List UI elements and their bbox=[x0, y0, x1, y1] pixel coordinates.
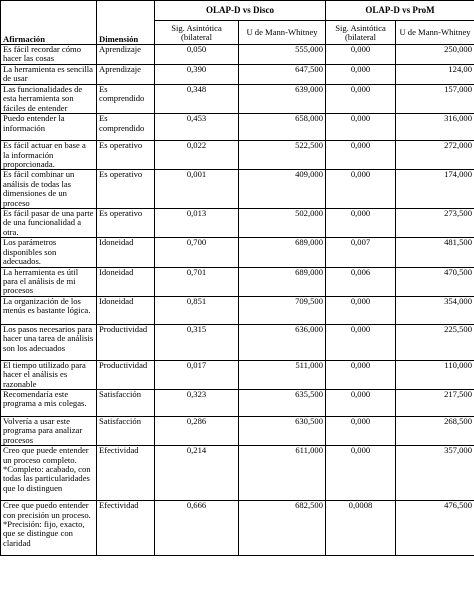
cell-sig-prom: 0,000 bbox=[326, 416, 396, 445]
header-blank-afirmacion bbox=[1, 1, 97, 21]
cell-dimension: Efectividad bbox=[97, 446, 155, 501]
cell-dimension: Aprendizaje bbox=[97, 65, 155, 85]
header-row-columns bbox=[1, 21, 474, 45]
cell-mann-whitney-prom: 157,000 bbox=[396, 85, 474, 114]
cell-afirmacion: La herramienta es útil para el análisis de mi procesos bbox=[1, 267, 97, 296]
cell-afirmacion: Es fácil combinar un análisis de todas las dimensiones de un proceso bbox=[1, 170, 97, 209]
table-row bbox=[1, 389, 474, 416]
cell-sig-disco: 0,323 bbox=[155, 389, 239, 416]
cell-dimension: Es operativo bbox=[97, 170, 155, 209]
cell-sig-prom: 0,000 bbox=[326, 296, 396, 324]
cell-sig-prom: 0,000 bbox=[326, 209, 396, 238]
cell-afirmacion: La herramienta es sencilla de usar bbox=[1, 65, 97, 85]
cell-sig-prom: 0,000 bbox=[326, 324, 396, 360]
cell-mann-whitney-disco: 502,000 bbox=[239, 209, 326, 238]
column-header-mann-whitney-prom: U de Mann-Whitney bbox=[396, 21, 474, 45]
table-row bbox=[1, 45, 474, 65]
cell-mann-whitney-disco: 658,000 bbox=[239, 114, 326, 141]
column-header-afirmacion: Afirmación bbox=[1, 21, 97, 45]
cell-dimension: Idoneidad bbox=[97, 296, 155, 324]
cell-afirmacion: Recomendaría este programa a mis colegas. bbox=[1, 389, 97, 416]
cell-sig-prom: 0,006 bbox=[326, 267, 396, 296]
cell-mann-whitney-prom: 174,000 bbox=[396, 170, 474, 209]
cell-sig-disco: 0,701 bbox=[155, 267, 239, 296]
cell-sig-prom: 0,000 bbox=[326, 389, 396, 416]
cell-afirmacion: Las funcionalidades de esta herramienta son fáciles de entender bbox=[1, 85, 97, 114]
cell-sig-prom: 0,000 bbox=[326, 45, 396, 65]
cell-dimension: Satisfacción bbox=[97, 389, 155, 416]
cell-dimension: Idoneidad bbox=[97, 238, 155, 267]
cell-afirmacion: Volvería a usar este programa para analizar procesos bbox=[1, 416, 97, 445]
column-header-sig-disco: Sig. Asintótica (bilateral bbox=[155, 21, 239, 45]
cell-dimension: Idoneidad bbox=[97, 267, 155, 296]
cell-afirmacion: Los parámetros disponibles son adecuados. bbox=[1, 238, 97, 267]
cell-sig-prom: 0,000 bbox=[326, 85, 396, 114]
cell-mann-whitney-prom: 354,000 bbox=[396, 296, 474, 324]
cell-sig-prom: 0,0008 bbox=[326, 501, 396, 556]
cell-sig-disco: 0,348 bbox=[155, 85, 239, 114]
cell-mann-whitney-prom: 470,500 bbox=[396, 267, 474, 296]
cell-sig-disco: 0,050 bbox=[155, 45, 239, 65]
cell-mann-whitney-prom: 217,500 bbox=[396, 389, 474, 416]
table-row bbox=[1, 267, 474, 296]
cell-mann-whitney-prom: 273,500 bbox=[396, 209, 474, 238]
group-header-prom: OLAP-D vs ProM bbox=[326, 1, 474, 21]
cell-mann-whitney-disco: 630,500 bbox=[239, 416, 326, 445]
cell-sig-disco: 0,001 bbox=[155, 170, 239, 209]
cell-sig-disco: 0,286 bbox=[155, 416, 239, 445]
cell-mann-whitney-prom: 110,000 bbox=[396, 360, 474, 389]
cell-mann-whitney-prom: 272,000 bbox=[396, 141, 474, 170]
cell-afirmacion: Es fácil actuar en base a la información proporcionada. bbox=[1, 141, 97, 170]
cell-sig-prom: 0,007 bbox=[326, 238, 396, 267]
cell-mann-whitney-disco: 511,000 bbox=[239, 360, 326, 389]
table-row bbox=[1, 209, 474, 238]
cell-sig-prom: 0,000 bbox=[326, 141, 396, 170]
table-row bbox=[1, 65, 474, 85]
cell-mann-whitney-prom: 481,500 bbox=[396, 238, 474, 267]
cell-afirmacion: El tiempo utilizado para hacer el análisis es razonable bbox=[1, 360, 97, 389]
column-header-sig-prom: Sig. Asintótica (bilateral bbox=[326, 21, 396, 45]
cell-dimension: Aprendizaje bbox=[97, 45, 155, 65]
cell-afirmacion: Los pasos necesarios para hacer una tarea de análisis son los adecuados bbox=[1, 324, 97, 360]
table-body bbox=[1, 45, 474, 556]
table-row bbox=[1, 170, 474, 209]
table-row bbox=[1, 141, 474, 170]
cell-dimension: Satisfacción bbox=[97, 416, 155, 445]
cell-mann-whitney-disco: 709,500 bbox=[239, 296, 326, 324]
cell-dimension: Es operativo bbox=[97, 209, 155, 238]
column-header-mann-whitney-disco: U de Mann-Whitney bbox=[239, 21, 326, 45]
cell-sig-prom: 0,000 bbox=[326, 446, 396, 501]
cell-afirmacion: La organización de los menús es bastante lógica. bbox=[1, 296, 97, 324]
cell-sig-prom: 0,000 bbox=[326, 170, 396, 209]
cell-mann-whitney-prom: 268,500 bbox=[396, 416, 474, 445]
column-header-dimension: Dimensión bbox=[97, 21, 155, 45]
cell-mann-whitney-disco: 636,000 bbox=[239, 324, 326, 360]
cell-mann-whitney-disco: 647,500 bbox=[239, 65, 326, 85]
cell-mann-whitney-disco: 639,000 bbox=[239, 85, 326, 114]
cell-mann-whitney-prom: 124,00 bbox=[396, 65, 474, 85]
header-row-groups bbox=[1, 1, 474, 21]
cell-mann-whitney-disco: 611,000 bbox=[239, 446, 326, 501]
cell-sig-disco: 0,390 bbox=[155, 65, 239, 85]
cell-mann-whitney-prom: 250,000 bbox=[396, 45, 474, 65]
cell-sig-disco: 0,453 bbox=[155, 114, 239, 141]
cell-afirmacion: Puedo entender la información bbox=[1, 114, 97, 141]
cell-sig-disco: 0,022 bbox=[155, 141, 239, 170]
cell-sig-disco: 0,214 bbox=[155, 446, 239, 501]
header-blank-dimension bbox=[97, 1, 155, 21]
cell-sig-disco: 0,851 bbox=[155, 296, 239, 324]
table-row bbox=[1, 324, 474, 360]
cell-dimension: Es comprendido bbox=[97, 114, 155, 141]
cell-mann-whitney-disco: 689,000 bbox=[239, 267, 326, 296]
cell-afirmacion: Creo que puede entender un proceso completo. *Completo: acabado, con todas las particularidades que lo distinguen bbox=[1, 446, 97, 501]
cell-sig-prom: 0,000 bbox=[326, 114, 396, 141]
cell-mann-whitney-disco: 635,500 bbox=[239, 389, 326, 416]
table-row bbox=[1, 501, 474, 556]
cell-mann-whitney-disco: 555,000 bbox=[239, 45, 326, 65]
cell-mann-whitney-prom: 316,000 bbox=[396, 114, 474, 141]
cell-mann-whitney-prom: 476,500 bbox=[396, 501, 474, 556]
table-row bbox=[1, 416, 474, 445]
group-header-disco: OLAP-D vs Disco bbox=[155, 1, 326, 21]
cell-mann-whitney-disco: 682,500 bbox=[239, 501, 326, 556]
cell-mann-whitney-disco: 689,000 bbox=[239, 238, 326, 267]
cell-sig-disco: 0,017 bbox=[155, 360, 239, 389]
cell-dimension: Es comprendido bbox=[97, 85, 155, 114]
table-row bbox=[1, 296, 474, 324]
cell-dimension: Es operativo bbox=[97, 141, 155, 170]
cell-dimension: Productividad bbox=[97, 360, 155, 389]
cell-sig-disco: 0,700 bbox=[155, 238, 239, 267]
cell-dimension: Productividad bbox=[97, 324, 155, 360]
cell-afirmacion: Es fácil pasar de una parte de una funcionalidad a otra. bbox=[1, 209, 97, 238]
cell-mann-whitney-prom: 357,000 bbox=[396, 446, 474, 501]
cell-sig-disco: 0,013 bbox=[155, 209, 239, 238]
table-row bbox=[1, 238, 474, 267]
table-row bbox=[1, 446, 474, 501]
cell-mann-whitney-disco: 409,000 bbox=[239, 170, 326, 209]
cell-mann-whitney-prom: 225,500 bbox=[396, 324, 474, 360]
table-row bbox=[1, 114, 474, 141]
cell-afirmacion: Cree que puedo entender con precisión un proceso. *Precisión: fijo, exacto, que se distingue con claridad bbox=[1, 501, 97, 556]
table-row bbox=[1, 85, 474, 114]
cell-sig-prom: 0,000 bbox=[326, 65, 396, 85]
cell-dimension: Efectividad bbox=[97, 501, 155, 556]
table-row bbox=[1, 360, 474, 389]
cell-afirmacion: Es fácil recordar cómo hacer las cosas bbox=[1, 45, 97, 65]
cell-sig-prom: 0,000 bbox=[326, 360, 396, 389]
cell-mann-whitney-disco: 522,500 bbox=[239, 141, 326, 170]
cell-sig-disco: 0,315 bbox=[155, 324, 239, 360]
cell-sig-disco: 0,666 bbox=[155, 501, 239, 556]
